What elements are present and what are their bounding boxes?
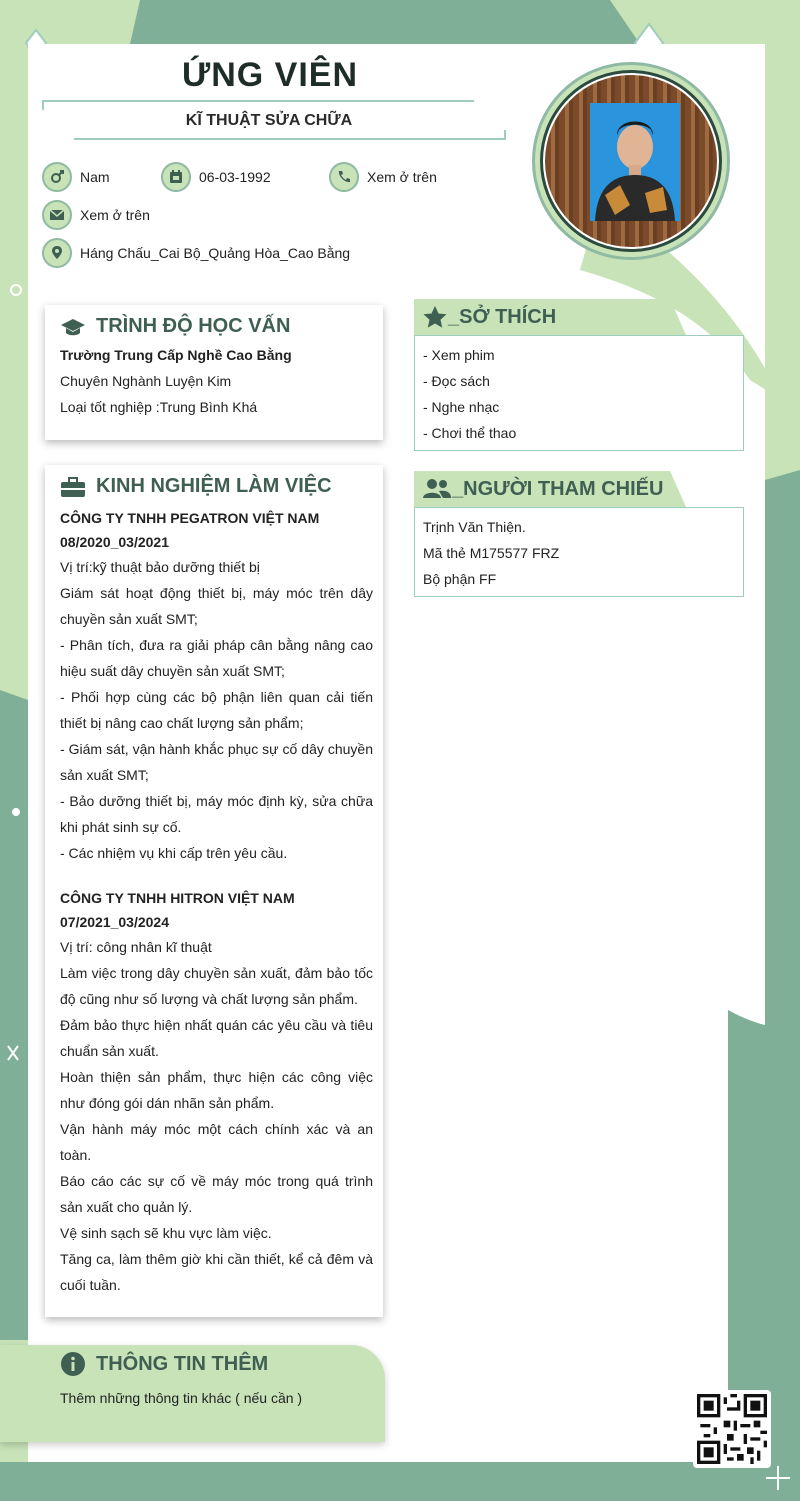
phone-value: Xem ở trên [367,169,437,185]
experience-card [45,465,383,1317]
graduation-cap-icon [60,317,86,337]
extra-info-heading-text: THÔNG TIN THÊM [96,1352,269,1375]
job-1-line: - Bảo dưỡng thiết bị, máy móc định kỳ, sửa chữa khi phát sinh sự cố. [60,793,373,835]
address-value: Háng Chấu_Cai Bộ_Quảng Hòa_Cao Bằng [80,245,351,261]
star-icon [422,305,448,329]
avatar [545,75,717,247]
hobbies-heading-text: _SỞ THÍCH [448,305,557,328]
reference-card: Mã thẻ M175577 FRZ [423,545,560,561]
contact-email [42,200,150,230]
education-card [45,305,383,440]
reference-department: Bộ phận FF [423,571,497,587]
birthdate-value: 06-03-1992 [199,169,271,185]
job-1-line: Giám sát hoạt động thiết bị, máy móc trên dây chuyền sản xuất SMT; [60,585,373,627]
contact-birthdate [161,162,271,192]
job-1-line: - Giám sát, vận hành khắc phục sự cố dây chuyền sản xuất SMT; [60,741,373,783]
users-icon [422,478,452,500]
location-pin-icon [42,238,72,268]
education-grade: Loại tốt nghiệp :Trung Bình Khá [60,399,258,415]
title-divider-top [42,100,474,110]
title-divider-bottom [74,130,506,140]
job-2-period: 07/2021_03/2024 [60,914,169,930]
qr-code [693,1390,771,1468]
hobby-item: - Chơi thể thao [423,425,517,441]
job-1-line: - Các nhiệm vụ khi cấp trên yêu cầu. [60,845,288,861]
education-school: Trường Trung Cấp Nghề Cao Bằng [60,347,292,363]
references-heading [422,471,663,507]
job-entry-1 [60,506,373,866]
contact-phone [329,162,437,192]
page-subtitle: KĨ THUẬT SỬA CHỮA [185,112,353,129]
experience-heading-text: KINH NGHIỆM LÀM VIỆC [96,475,332,497]
hobbies-box [414,335,744,451]
job-1-period: 08/2020_03/2021 [60,534,169,550]
qr-code-graphic [697,1394,767,1464]
job-2-line: Báo cáo các sự cố về máy móc trong quá trình sản xuất cho quản lý. [60,1173,373,1215]
experience-heading [60,475,373,498]
job-2-line: Tăng ca, làm thêm giờ khi cần thiết, kể cả đêm và cuối tuần. [60,1251,373,1293]
education-major: Chuyên Nghành Luyện Kim [60,373,232,389]
hobbies-heading [422,299,556,335]
gender-value: Nam [80,169,110,185]
mail-icon [42,200,72,230]
job-2-line: Vận hành máy móc một cách chính xác và an toàn. [60,1121,373,1163]
job-2-line: Vệ sinh sạch sẽ khu vực làm việc. [60,1225,272,1241]
job-1-position: Vị trí:kỹ thuật bảo dưỡng thiết bị [60,559,260,575]
hobby-item: - Đọc sách [423,373,490,389]
job-1-line: - Phối hợp cùng các bộ phận liên quan cải tiến thiết bị nâng cao chất lượng sản phẩm; [60,689,373,731]
info-icon [60,1351,86,1377]
extra-info-section [0,1345,385,1442]
contact-gender [42,162,110,192]
extra-info-heading [60,1351,268,1377]
contact-address [42,238,350,268]
hobby-item: - Nghe nhạc [423,399,500,415]
job-1-line: - Phân tích, đưa ra giải pháp cân bằng nâng cao hiệu suất dây chuyền sản xuất SMT; [60,637,373,679]
education-heading [60,315,368,338]
email-value: Xem ở trên [80,207,150,223]
job-2-line: Hoàn thiện sản phẩm, thực hiện các công việc như đóng gói dán nhãn sản phẩm. [60,1069,373,1111]
hobby-item: - Xem phim [423,347,495,363]
job-2-line: Đảm bảo thực hiện nhất quán các yêu cầu và tiêu chuẩn sản xuất. [60,1017,373,1059]
gender-icon [42,162,72,192]
phone-icon [329,162,359,192]
calendar-icon [161,162,191,192]
references-heading-text: _NGƯỜI THAM CHIẾU [452,477,664,500]
extra-info-text: Thêm những thông tin khác ( nếu cần ) [60,1390,303,1406]
job-1-company: CÔNG TY TNHH PEGATRON VIỆT NAM [60,510,320,526]
job-2-position: Vị trí: công nhân kĩ thuật [60,939,212,955]
education-heading-text: TRÌNH ĐỘ HỌC VẤN [96,315,291,337]
job-2-company: CÔNG TY TNHH HITRON VIỆT NAM [60,890,295,906]
briefcase-icon [60,476,86,498]
job-entry-2 [60,886,373,1298]
reference-name: Trịnh Văn Thiện. [423,519,526,535]
job-2-line: Làm việc trong dây chuyền sản xuất, đảm bảo tốc độ cũng như số lượng và chất lượng sản phẩm. [60,965,373,1007]
portrait-photo [545,75,717,247]
page-title: ỨNG VIÊN [181,56,358,94]
references-box [414,507,744,597]
